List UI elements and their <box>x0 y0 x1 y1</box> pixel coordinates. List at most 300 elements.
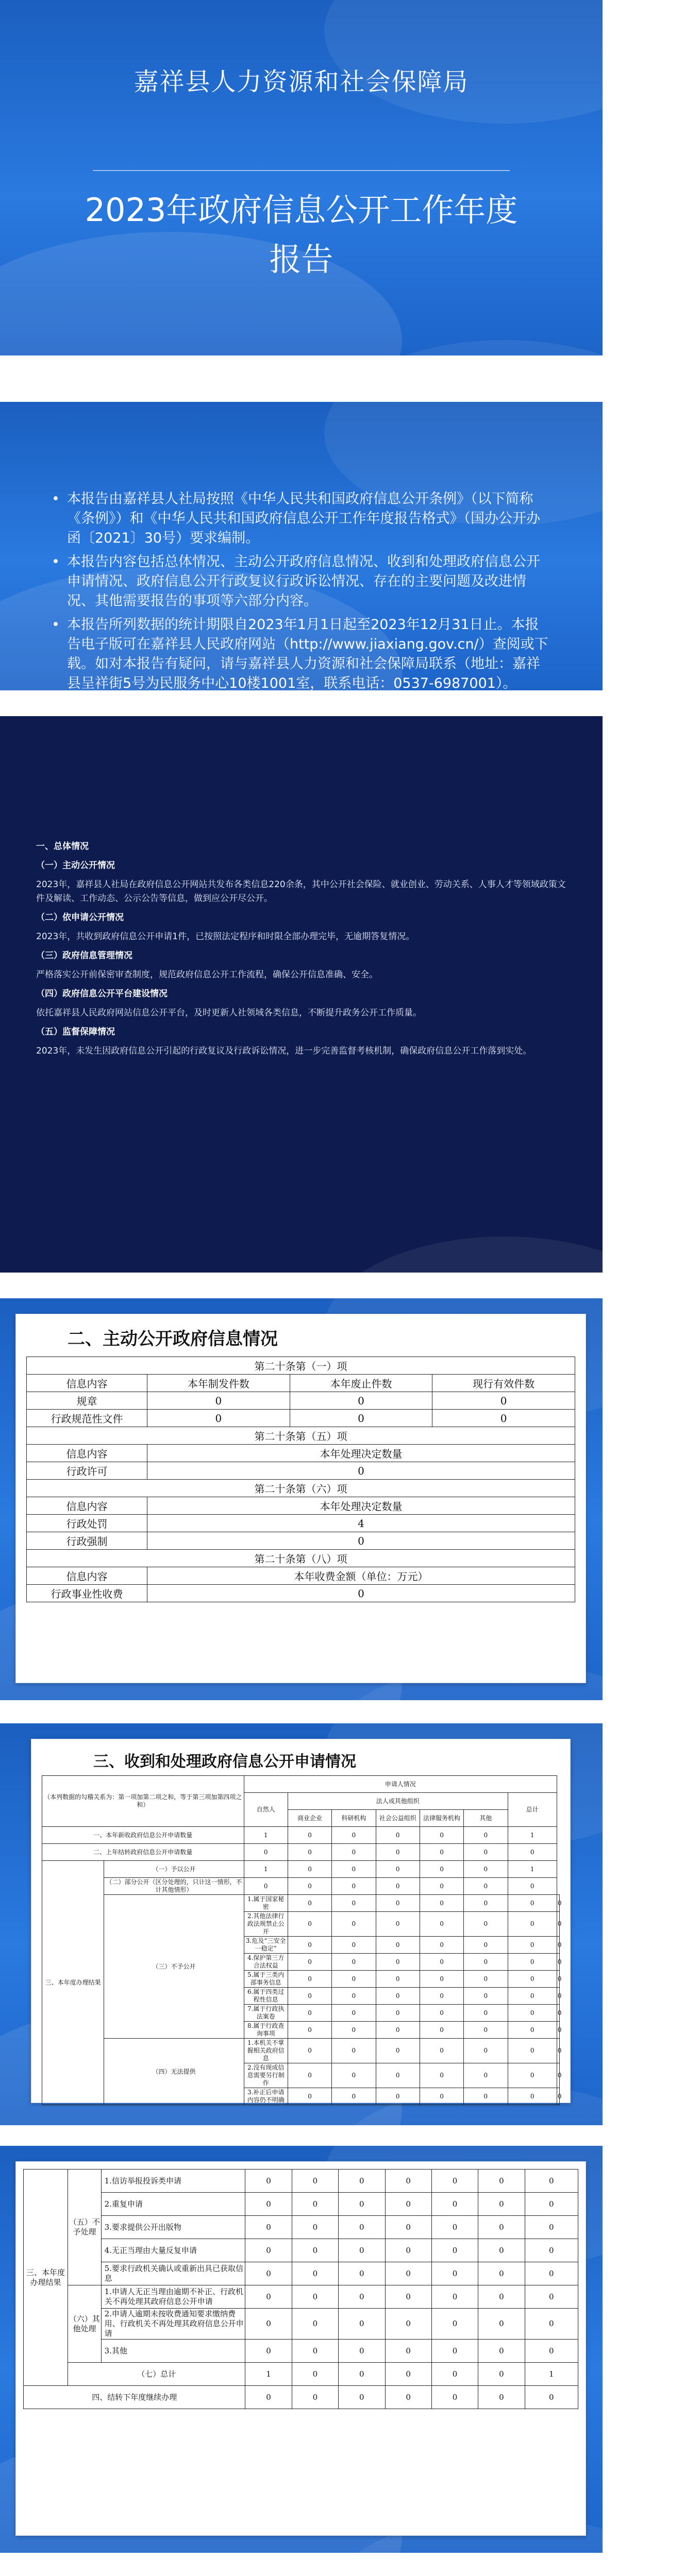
table-note: （本列数据的勾稽关系为：第一项加第二项之和，等于第三项加第四项之和） <box>42 1776 244 1827</box>
cell-value: 0 <box>432 1392 575 1410</box>
row-group-label: （四）无法提供 <box>104 2039 244 2105</box>
cell-value: 0 <box>478 2262 525 2285</box>
cell-value: 0 <box>464 2005 508 2022</box>
overview-subheading: （五）监督保障情况 <box>36 1027 115 1037</box>
cell-value: 0 <box>332 1861 376 1878</box>
column-header: 信息内容 <box>27 1375 147 1392</box>
cell-value: 0 <box>245 2340 292 2363</box>
cell-value: 0 <box>245 2285 292 2309</box>
cell-value: 0 <box>332 1878 376 1895</box>
cell-value: 0 <box>385 2363 431 2386</box>
cell-value: 0 <box>245 2170 292 2193</box>
cell-value: 0 <box>147 1532 575 1550</box>
overview-subheading: （三）政府信息管理情况 <box>36 951 132 961</box>
cell-value: 0 <box>420 1988 463 2005</box>
cell-value: 0 <box>332 1895 376 1912</box>
row-label: 一、本年新收政府信息公开申请数量 <box>42 1827 244 1844</box>
table-row <box>24 2386 578 2409</box>
cell-value: 0 <box>376 1844 420 1861</box>
cell-value: 0 <box>508 1971 557 1988</box>
cell-value: 0 <box>245 2239 292 2262</box>
column-header: 本年收费金额（单位：万元） <box>147 1567 575 1585</box>
cell-value: 0 <box>508 1988 557 2005</box>
cell-value: 0 <box>288 1844 331 1861</box>
row-group-label: （三）不予公开 <box>104 1895 244 2039</box>
row-label: 四、结转下年度继续办理 <box>24 2386 245 2409</box>
cell-value: 0 <box>525 2340 578 2363</box>
table-row <box>24 2340 578 2363</box>
table-group-header: 第二十条第（五）项 <box>27 1427 575 1445</box>
table-row <box>24 2262 578 2285</box>
row-group-label: （五）不予处理 <box>68 2170 102 2285</box>
cell-value: 0 <box>420 1912 463 1937</box>
cell-value: 0 <box>339 2285 385 2309</box>
cell-value: 0 <box>245 2386 292 2409</box>
cell-value: 0 <box>478 2170 525 2193</box>
cell-value: 0 <box>464 1971 508 1988</box>
cell-value: 0 <box>332 1844 376 1861</box>
cell-value: 0 <box>147 1392 290 1410</box>
cell-value: 0 <box>431 2262 478 2285</box>
row-label: 2.其他法律行政法规禁止公开 <box>244 1912 288 1937</box>
cell-value: 0 <box>525 2309 578 2340</box>
column-header: 现行有效件数 <box>432 1375 575 1392</box>
overview-heading: 一、总体情况 <box>36 841 89 852</box>
cell-value: 0 <box>332 2005 376 2022</box>
cell-value: 0 <box>339 2262 385 2285</box>
table-row <box>42 1844 560 1861</box>
cell-value: 0 <box>464 2022 508 2039</box>
column-header: 科研机构 <box>332 1810 376 1827</box>
row-label: 2.申请人逾期未按收费通知要求缴纳费用、行政机关不再处理其政府信息公开申请 <box>101 2309 245 2340</box>
cell-value: 0 <box>339 2239 385 2262</box>
cell-value: 0 <box>292 2170 338 2193</box>
cell-value: 0 <box>508 1844 557 1861</box>
row-label: （一）予以公开 <box>104 1861 244 1878</box>
section-title: 三、收到和处理政府信息公开申请情况 <box>93 1753 356 1771</box>
cell-value: 0 <box>147 1585 575 1602</box>
column-header: 其他 <box>464 1810 508 1827</box>
cell-value: 0 <box>290 1392 432 1410</box>
active-disclosure-slide <box>0 1298 603 1700</box>
row-label: 5.属于三类内部事务信息 <box>244 1971 288 1988</box>
cell-value: 0 <box>420 1954 463 1971</box>
cell-value: 0 <box>420 1878 463 1895</box>
cell-value: 0 <box>332 1988 376 2005</box>
cell-value: 0 <box>288 1878 331 1895</box>
cell-value: 0 <box>464 1861 508 1878</box>
overview-paragraph: 2023年，嘉祥县人社局在政府信息公开网站共发布各类信息220余条，其中公开社会保险、就业创业、劳动关系、人事人才等领域政策文件及解读、工作动态、公示公告等信息，做到应公开尽公开。 <box>36 879 566 904</box>
cell-value: 0 <box>557 2005 559 2022</box>
cell-value: 0 <box>557 2022 559 2039</box>
cell-value: 0 <box>245 2216 292 2239</box>
cell-value: 0 <box>464 2039 508 2063</box>
column-header: 信息内容 <box>27 1567 147 1585</box>
cell-value: 0 <box>244 1878 288 1895</box>
cell-value: 0 <box>478 2386 525 2409</box>
column-header: 本年制发件数 <box>147 1375 290 1392</box>
cell-value: 4 <box>147 1515 575 1532</box>
table-row <box>24 2285 578 2309</box>
cell-value: 0 <box>508 2063 557 2088</box>
cell-value: 0 <box>292 2285 338 2309</box>
row-label: 二、上年结转政府信息公开申请数量 <box>42 1844 244 1861</box>
column-header: 社会公益组织 <box>376 1810 420 1827</box>
cell-value: 0 <box>339 2386 385 2409</box>
cell-value: 0 <box>292 2363 338 2386</box>
cell-value: 0 <box>420 1844 463 1861</box>
table-row <box>27 1462 575 1480</box>
cell-value: 0 <box>525 2262 578 2285</box>
row-label: 1.信访举报投诉类申请 <box>101 2170 245 2193</box>
cell-value: 0 <box>525 2170 578 2193</box>
table-row <box>27 1585 575 1602</box>
cell-value: 0 <box>376 2005 420 2022</box>
overview-subheading: （二）依申请公开情况 <box>36 912 124 923</box>
cell-value: 0 <box>332 2088 376 2105</box>
cell-value: 0 <box>376 2039 420 2063</box>
cell-value: 0 <box>464 1878 508 1895</box>
cell-value: 0 <box>376 1937 420 1954</box>
cell-value: 0 <box>376 2063 420 2088</box>
cell-value: 0 <box>376 1861 420 1878</box>
cell-value: 0 <box>288 1827 331 1844</box>
cell-value: 0 <box>288 2063 331 2088</box>
intro-item: • 本报告由嘉祥县人社局按照《中华人民共和国政府信息公开条例》（以下简称《条例》）和《中华人民共和国政府信息公开工作年度报告格式》（国办公开办函〔2021〕30号）要求编制。 <box>52 489 551 548</box>
cell-value: 0 <box>464 1988 508 2005</box>
applications-table-2 <box>23 2169 578 2409</box>
cell-value: 0 <box>376 1988 420 2005</box>
cell-value: 0 <box>339 2216 385 2239</box>
cell-value: 0 <box>288 2022 331 2039</box>
cell-value: 0 <box>557 2063 559 2088</box>
cell-value: 0 <box>557 2088 559 2105</box>
row-label: 2.没有现成信息需要另行制作 <box>244 2063 288 2088</box>
column-header: 自然人 <box>244 1793 288 1827</box>
cell-value: 0 <box>245 2309 292 2340</box>
cell-value: 0 <box>339 2363 385 2386</box>
cell-value: 0 <box>292 2309 338 2340</box>
cell-value: 1 <box>508 1861 557 1878</box>
row-label: 7.属于行政执法案卷 <box>244 2005 288 2022</box>
row-label: 行政强制 <box>27 1532 147 1550</box>
cell-value: 0 <box>431 2309 478 2340</box>
cell-value: 0 <box>508 1937 557 1954</box>
intro-item: • 本报告所列数据的统计期限自2023年1月1日起至2023年12月31日止。本报告电子版可在嘉祥县人民政府网站（http://www.jiaxiang.gov.cn/）查阅或下载。如对本报告有疑问，请与嘉祥县人力资源和社会保障局联系（地址：嘉祥县呈祥街5号为民服务中心10楼1001室，联系电话：0537-6987001）。 <box>52 615 551 693</box>
table-row <box>24 2193 578 2216</box>
row-label: 行政处罚 <box>27 1515 147 1532</box>
cell-value: 0 <box>420 1861 463 1878</box>
cell-value: 0 <box>420 1827 463 1844</box>
row-label: 1.属于国家秘密 <box>244 1895 288 1912</box>
cell-value: 0 <box>478 2285 525 2309</box>
row-label: 3.其他 <box>101 2340 245 2363</box>
column-header: 信息内容 <box>27 1497 147 1515</box>
cell-value: 0 <box>478 2309 525 2340</box>
cell-value: 0 <box>288 1937 331 1954</box>
table-row <box>27 1392 575 1410</box>
row-group-label: （六）其他处理 <box>68 2285 102 2363</box>
title-slide <box>0 0 603 355</box>
cell-value: 0 <box>332 2039 376 2063</box>
cell-value: 0 <box>557 1988 559 2005</box>
cell-value: 0 <box>332 1954 376 1971</box>
row-label: 行政规范性文件 <box>27 1410 147 1427</box>
cell-value: 0 <box>478 2193 525 2216</box>
overview-paragraph: 依托嘉祥县人民政府网站信息公开平台，及时更新人社领域各类信息，不断提升政务公开工作质量。 <box>36 1008 422 1018</box>
cell-value: 0 <box>147 1462 575 1480</box>
cell-value: 0 <box>288 2088 331 2105</box>
table-group-header: 第二十条第（一）项 <box>27 1357 575 1375</box>
cell-value: 0 <box>557 1971 559 1988</box>
cell-value: 0 <box>478 2239 525 2262</box>
column-header: 本年处理决定数量 <box>147 1445 575 1462</box>
cell-value: 0 <box>290 1410 432 1427</box>
cell-value: 0 <box>557 1912 559 1937</box>
cell-value: 0 <box>431 2386 478 2409</box>
cell-value: 0 <box>288 1912 331 1937</box>
cell-value: 0 <box>420 2005 463 2022</box>
cell-value: 0 <box>420 2063 463 2088</box>
applications-slide-1 <box>0 1723 603 2125</box>
row-label: 3.补正后申请内容仍不明确 <box>244 2088 288 2105</box>
table-row <box>24 2170 578 2193</box>
applications-table-1 <box>42 1775 560 2105</box>
overview-subheading: （一）主动公开情况 <box>36 860 115 871</box>
active-disclosure-page <box>15 1314 586 1683</box>
cell-value: 0 <box>288 1971 331 1988</box>
cell-value: 0 <box>464 2088 508 2105</box>
row-label: 1.本机关不掌握相关政府信息 <box>244 2039 288 2063</box>
cell-value: 0 <box>431 2340 478 2363</box>
cell-value: 0 <box>508 2039 557 2063</box>
cell-value: 0 <box>431 2239 478 2262</box>
cell-value: 0 <box>288 1988 331 2005</box>
cell-value: 0 <box>508 1912 557 1937</box>
column-group-header: 法人或其他组织 <box>288 1793 508 1810</box>
cell-value: 0 <box>332 2022 376 2039</box>
cell-value: 0 <box>464 1827 508 1844</box>
cell-value: 0 <box>147 1410 290 1427</box>
report-title: 2023年政府信息公开工作年度报告 <box>85 191 518 278</box>
column-header: 本年处理决定数量 <box>147 1497 575 1515</box>
row-label: 4.保护第三方合法权益 <box>244 1954 288 1971</box>
cell-value: 0 <box>385 2285 431 2309</box>
table-row <box>24 2309 578 2340</box>
cell-value: 0 <box>525 2239 578 2262</box>
row-label: 行政事业性收费 <box>27 1585 147 1602</box>
cell-value: 0 <box>431 2363 478 2386</box>
cell-value: 0 <box>339 2193 385 2216</box>
cell-value: 0 <box>385 2340 431 2363</box>
cell-value: 0 <box>431 2193 478 2216</box>
cell-value: 0 <box>376 1954 420 1971</box>
cell-value: 0 <box>376 2022 420 2039</box>
row-label: （七）总计 <box>68 2363 245 2386</box>
applications-slide-2 <box>0 2146 603 2553</box>
table-row <box>42 1895 560 1912</box>
column-header: 法律服务机构 <box>420 1810 463 1827</box>
table-row <box>27 1532 575 1550</box>
cell-value: 0 <box>245 2193 292 2216</box>
cell-value: 0 <box>478 2363 525 2386</box>
cell-value: 0 <box>376 2088 420 2105</box>
cell-value: 1 <box>244 1827 288 1844</box>
cell-value: 0 <box>525 2386 578 2409</box>
cell-value: 0 <box>431 2285 478 2309</box>
cell-value: 1 <box>244 1861 288 1878</box>
cell-value: 0 <box>464 1844 508 1861</box>
cell-value: 0 <box>464 1954 508 1971</box>
row-group-label: 三、本年度办理结果 <box>42 1861 104 2105</box>
cell-value: 0 <box>332 1912 376 1937</box>
cell-value: 0 <box>525 2193 578 2216</box>
overview-paragraph: 2023年，共收到政府信息公开申请1件，已按照法定程序和时限全部办理完毕，无逾期答复情况。 <box>36 931 415 942</box>
cell-value: 0 <box>288 1895 331 1912</box>
overview-subheading: （四）政府信息公开平台建设情况 <box>36 989 168 999</box>
cell-value: 0 <box>420 1971 463 1988</box>
column-group-header: 申请人情况 <box>244 1776 557 1793</box>
cell-value: 0 <box>557 1937 559 1954</box>
cell-value: 0 <box>376 1827 420 1844</box>
cell-value: 0 <box>557 1895 559 1912</box>
intro-item: • 本报告内容包括总体情况、主动公开政府信息情况、收到和处理政府信息公开申请情况、政府信息公开行政复议行政诉讼情况、存在的主要问题及改进情况、其他需要报告的事项等六部分内容。 <box>52 552 551 611</box>
overview-paragraph: 严格落实公开前保密审查制度，规范政府信息公开工作流程，确保公开信息准确、安全。 <box>36 970 378 980</box>
cell-value: 0 <box>385 2262 431 2285</box>
cell-value: 0 <box>464 1912 508 1937</box>
cell-value: 0 <box>376 1895 420 1912</box>
cell-value: 0 <box>376 1878 420 1895</box>
cell-value: 0 <box>420 1937 463 1954</box>
cell-value: 0 <box>385 2309 431 2340</box>
cell-value: 0 <box>508 2022 557 2039</box>
cell-value: 0 <box>478 2340 525 2363</box>
table-group-header: 第二十条第（八）项 <box>27 1550 575 1567</box>
cell-value: 0 <box>288 2039 331 2063</box>
cell-value: 0 <box>385 2216 431 2239</box>
cell-value: 0 <box>432 1410 575 1427</box>
section-title: 二、主动公开政府信息情况 <box>68 1329 278 1349</box>
cell-value: 0 <box>332 2063 376 2088</box>
table-row <box>42 1827 560 1844</box>
overview-slide <box>0 716 603 1273</box>
cell-value: 0 <box>385 2239 431 2262</box>
overview-paragraph: 2023年，未发生因政府信息公开引起的行政复议及行政诉讼情况，进一步完善监督考核机制，确保政府信息公开工作落到实处。 <box>36 1046 532 1056</box>
table-row <box>42 2039 560 2063</box>
org-name: 嘉祥县人力资源和社会保障局 <box>133 67 469 96</box>
column-header: 总计 <box>508 1793 557 1827</box>
cell-value: 0 <box>431 2170 478 2193</box>
cell-value: 0 <box>376 1912 420 1937</box>
table-row <box>27 1515 575 1532</box>
cell-value: 0 <box>244 1844 288 1861</box>
row-label: 3.危及“三安全一稳定” <box>244 1937 288 1954</box>
row-label: 4.无正当理由大量反复申请 <box>101 2239 245 2262</box>
table-row <box>24 2239 578 2262</box>
cell-value: 0 <box>339 2309 385 2340</box>
column-header: 本年废止件数 <box>290 1375 432 1392</box>
column-header: 商业企业 <box>288 1810 331 1827</box>
cell-value: 0 <box>292 2386 338 2409</box>
cell-value: 0 <box>420 2022 463 2039</box>
cell-value: 0 <box>332 1937 376 1954</box>
cell-value: 0 <box>332 1971 376 1988</box>
table-row <box>24 2363 578 2386</box>
column-header: 信息内容 <box>27 1445 147 1462</box>
cell-value: 0 <box>464 2063 508 2088</box>
cell-value: 0 <box>420 2039 463 2063</box>
row-group-label: 三、本年度办理结果 <box>24 2170 68 2386</box>
table-row <box>42 1861 560 1878</box>
row-label: 6.属于四类过程性信息 <box>244 1988 288 2005</box>
cell-value: 0 <box>292 2239 338 2262</box>
cell-value: 0 <box>292 2262 338 2285</box>
cell-value: 0 <box>508 1878 557 1895</box>
cell-value: 0 <box>376 1971 420 1988</box>
row-label: （二）部分公开（区分处理的，只计这一情形，不计其他情形） <box>104 1878 244 1895</box>
cell-value: 0 <box>288 1861 331 1878</box>
cell-value: 0 <box>292 2193 338 2216</box>
cell-value: 0 <box>420 1895 463 1912</box>
cell-value: 0 <box>464 1937 508 1954</box>
cell-value: 0 <box>292 2340 338 2363</box>
cell-value: 0 <box>292 2216 338 2239</box>
intro-slide <box>0 402 603 690</box>
applications-page-1 <box>31 1739 571 2103</box>
cell-value: 0 <box>508 1954 557 1971</box>
cell-value: 0 <box>385 2193 431 2216</box>
cell-value: 1 <box>508 1827 557 1844</box>
cell-value: 0 <box>525 2285 578 2309</box>
cell-value: 0 <box>508 2005 557 2022</box>
table-row <box>42 1878 560 1895</box>
cell-value: 0 <box>557 2039 559 2063</box>
cell-value: 0 <box>557 1954 559 1971</box>
cell-value: 0 <box>339 2340 385 2363</box>
cell-value: 1 <box>245 2363 292 2386</box>
active-disclosure-table <box>26 1357 575 1602</box>
overview-content <box>36 840 566 1063</box>
cell-value: 0 <box>464 1895 508 1912</box>
cell-value: 0 <box>332 1827 376 1844</box>
cell-value: 0 <box>420 2088 463 2105</box>
cell-value: 0 <box>288 1954 331 1971</box>
cell-value: 0 <box>339 2170 385 2193</box>
row-label: 2.重复申请 <box>101 2193 245 2216</box>
title-divider <box>93 170 510 171</box>
row-label: 行政许可 <box>27 1462 147 1480</box>
cell-value: 0 <box>431 2216 478 2239</box>
cell-value: 0 <box>508 1895 557 1912</box>
cell-value: 0 <box>525 2216 578 2239</box>
cell-value: 0 <box>508 2088 557 2105</box>
table-row <box>27 1410 575 1427</box>
cell-value: 0 <box>478 2216 525 2239</box>
table-group-header: 第二十条第（六）项 <box>27 1480 575 1497</box>
row-label: 8.属于行政查询事项 <box>244 2022 288 2039</box>
row-label: 3.要求提供公开出版物 <box>101 2216 245 2239</box>
cell-value: 0 <box>245 2262 292 2285</box>
intro-list <box>52 489 551 698</box>
row-label: 1.申请人无正当理由逾期不补正、行政机关不再处理其政府信息公开申请 <box>101 2285 245 2309</box>
cell-value: 0 <box>288 2005 331 2022</box>
row-label: 规章 <box>27 1392 147 1410</box>
applications-page-2 <box>15 2161 586 2536</box>
row-label: 5.要求行政机关确认或重新出具已获取信息 <box>101 2262 245 2285</box>
cell-value: 0 <box>385 2170 431 2193</box>
cell-value: 1 <box>525 2363 578 2386</box>
table-row <box>24 2216 578 2239</box>
